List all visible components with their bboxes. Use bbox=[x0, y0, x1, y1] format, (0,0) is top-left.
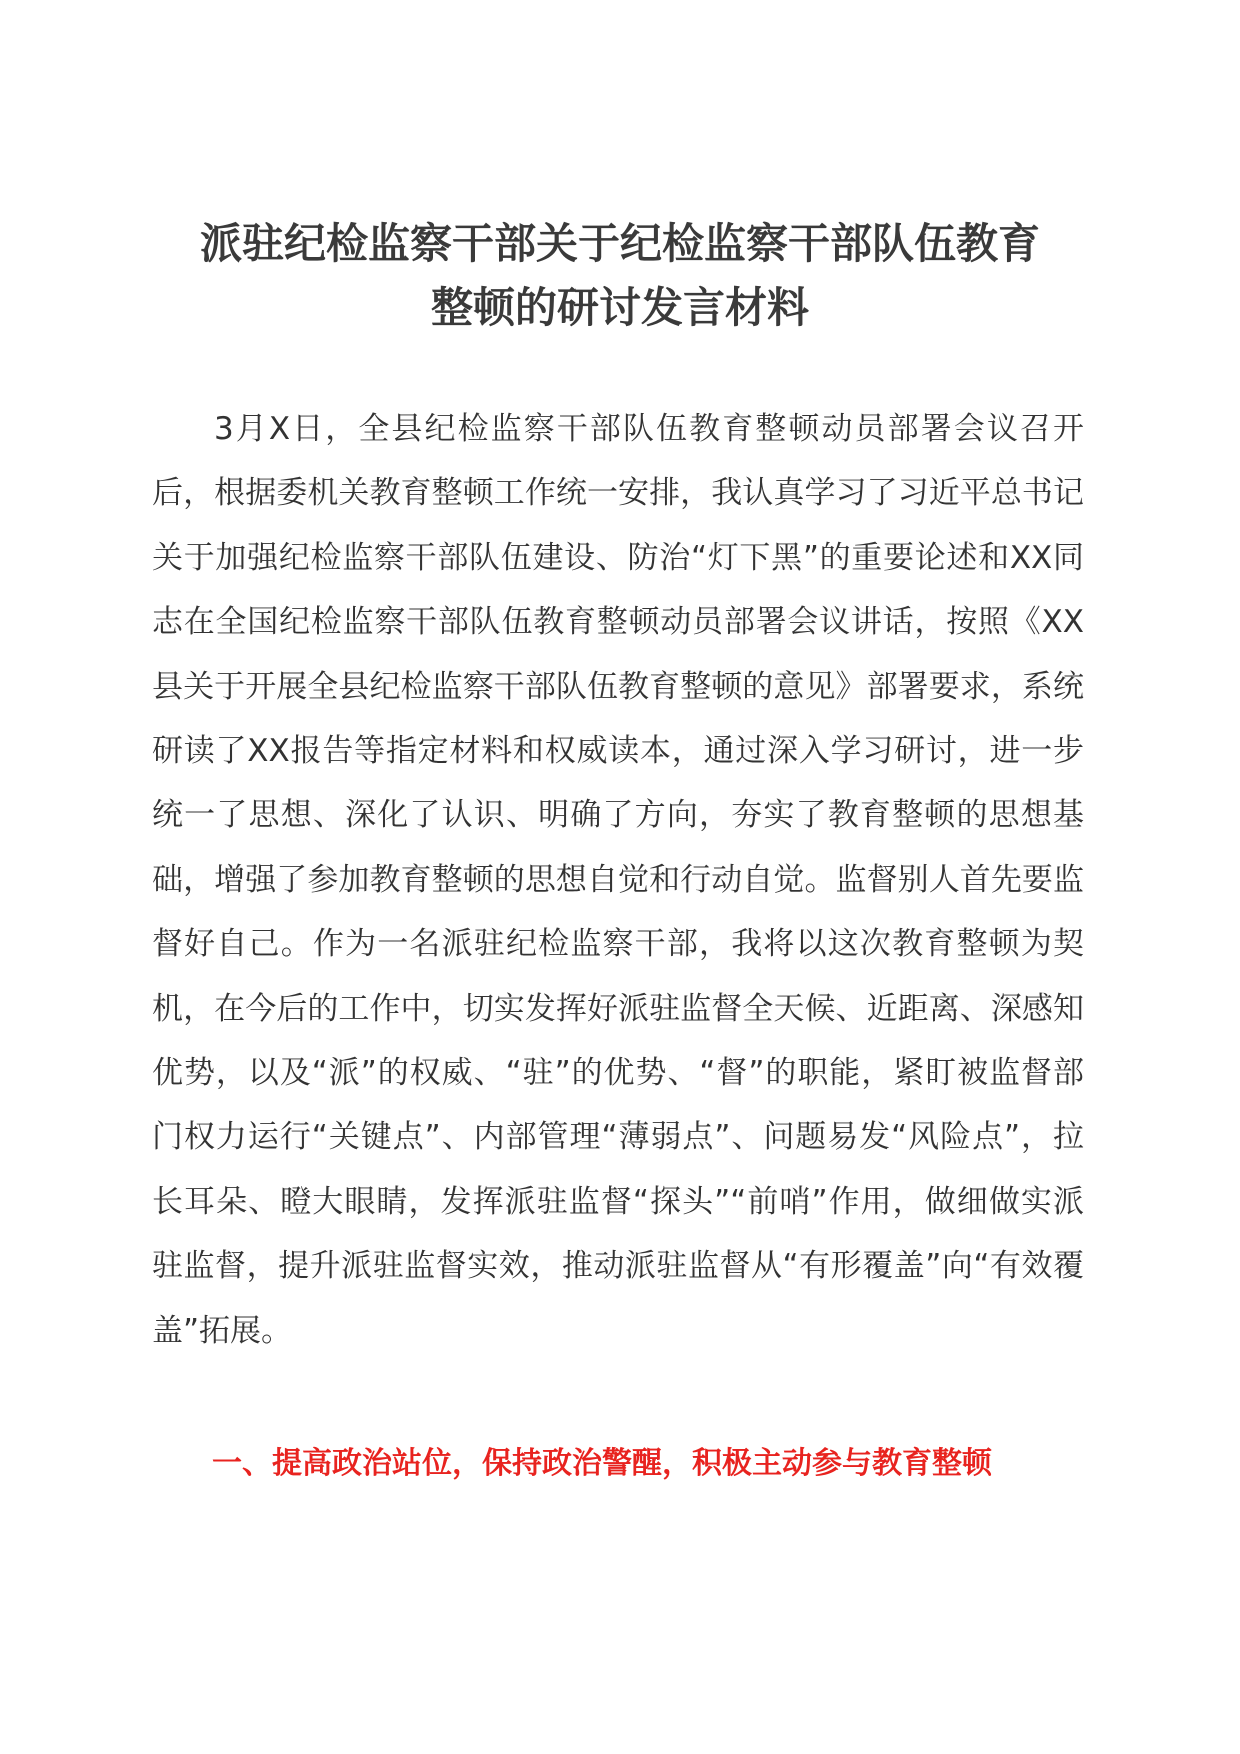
document-title bbox=[150, 212, 1090, 340]
section-heading-1: 一、提高政治站位，保持政治警醒，积极主动参与教育整顿 bbox=[212, 1446, 992, 1481]
title-line-1: 派驻纪检监察干部关于纪检监察干部队伍教育 bbox=[199, 219, 1040, 268]
title-line-2: 整顿的研讨发言材料 bbox=[430, 283, 809, 332]
body-paragraph: 3月X日，全县纪检监察干部队伍教育整顿动员部署会议召开后，根据委机关教育整顿工作统一安排，我认真学习了习近平总书记关于加强纪检监察干部队伍建设、防治“灯下黑”的重要论述和XX同志在全国纪检监察干部队伍教育整顿动员部署会议讲话，按照《XX县关于开展全县纪检监察干部队伍教育整顿的意见》部署要求，系统研读了XX报告等指定材料和权威读本，通过深入学习研讨，进一步统一了思想、深化了认识、明确了方向，夯实了教育整顿的思想基础，增强了参加教育整顿的思想自觉和行动自觉。监督别人首先要监督好自己。作为一名派驻纪检监察干部，我将以这次教育整顿为契机，在今后的工作中，切实发挥好派驻监督全天候、近距离、深感知优势，以及“派”的权威、“驻”的优势、“督”的职能，紧盯被监督部门权力运行“关键点”、内部管理“薄弱点”、问题易发“风险点”，拉长耳朵、瞪大眼睛，发挥派驻监督“探头”“前哨”作用，做细做实派驻监督，提升派驻监督实效，推动派驻监督从“有形覆盖”向“有效覆盖”拓展。 bbox=[152, 411, 1084, 1349]
